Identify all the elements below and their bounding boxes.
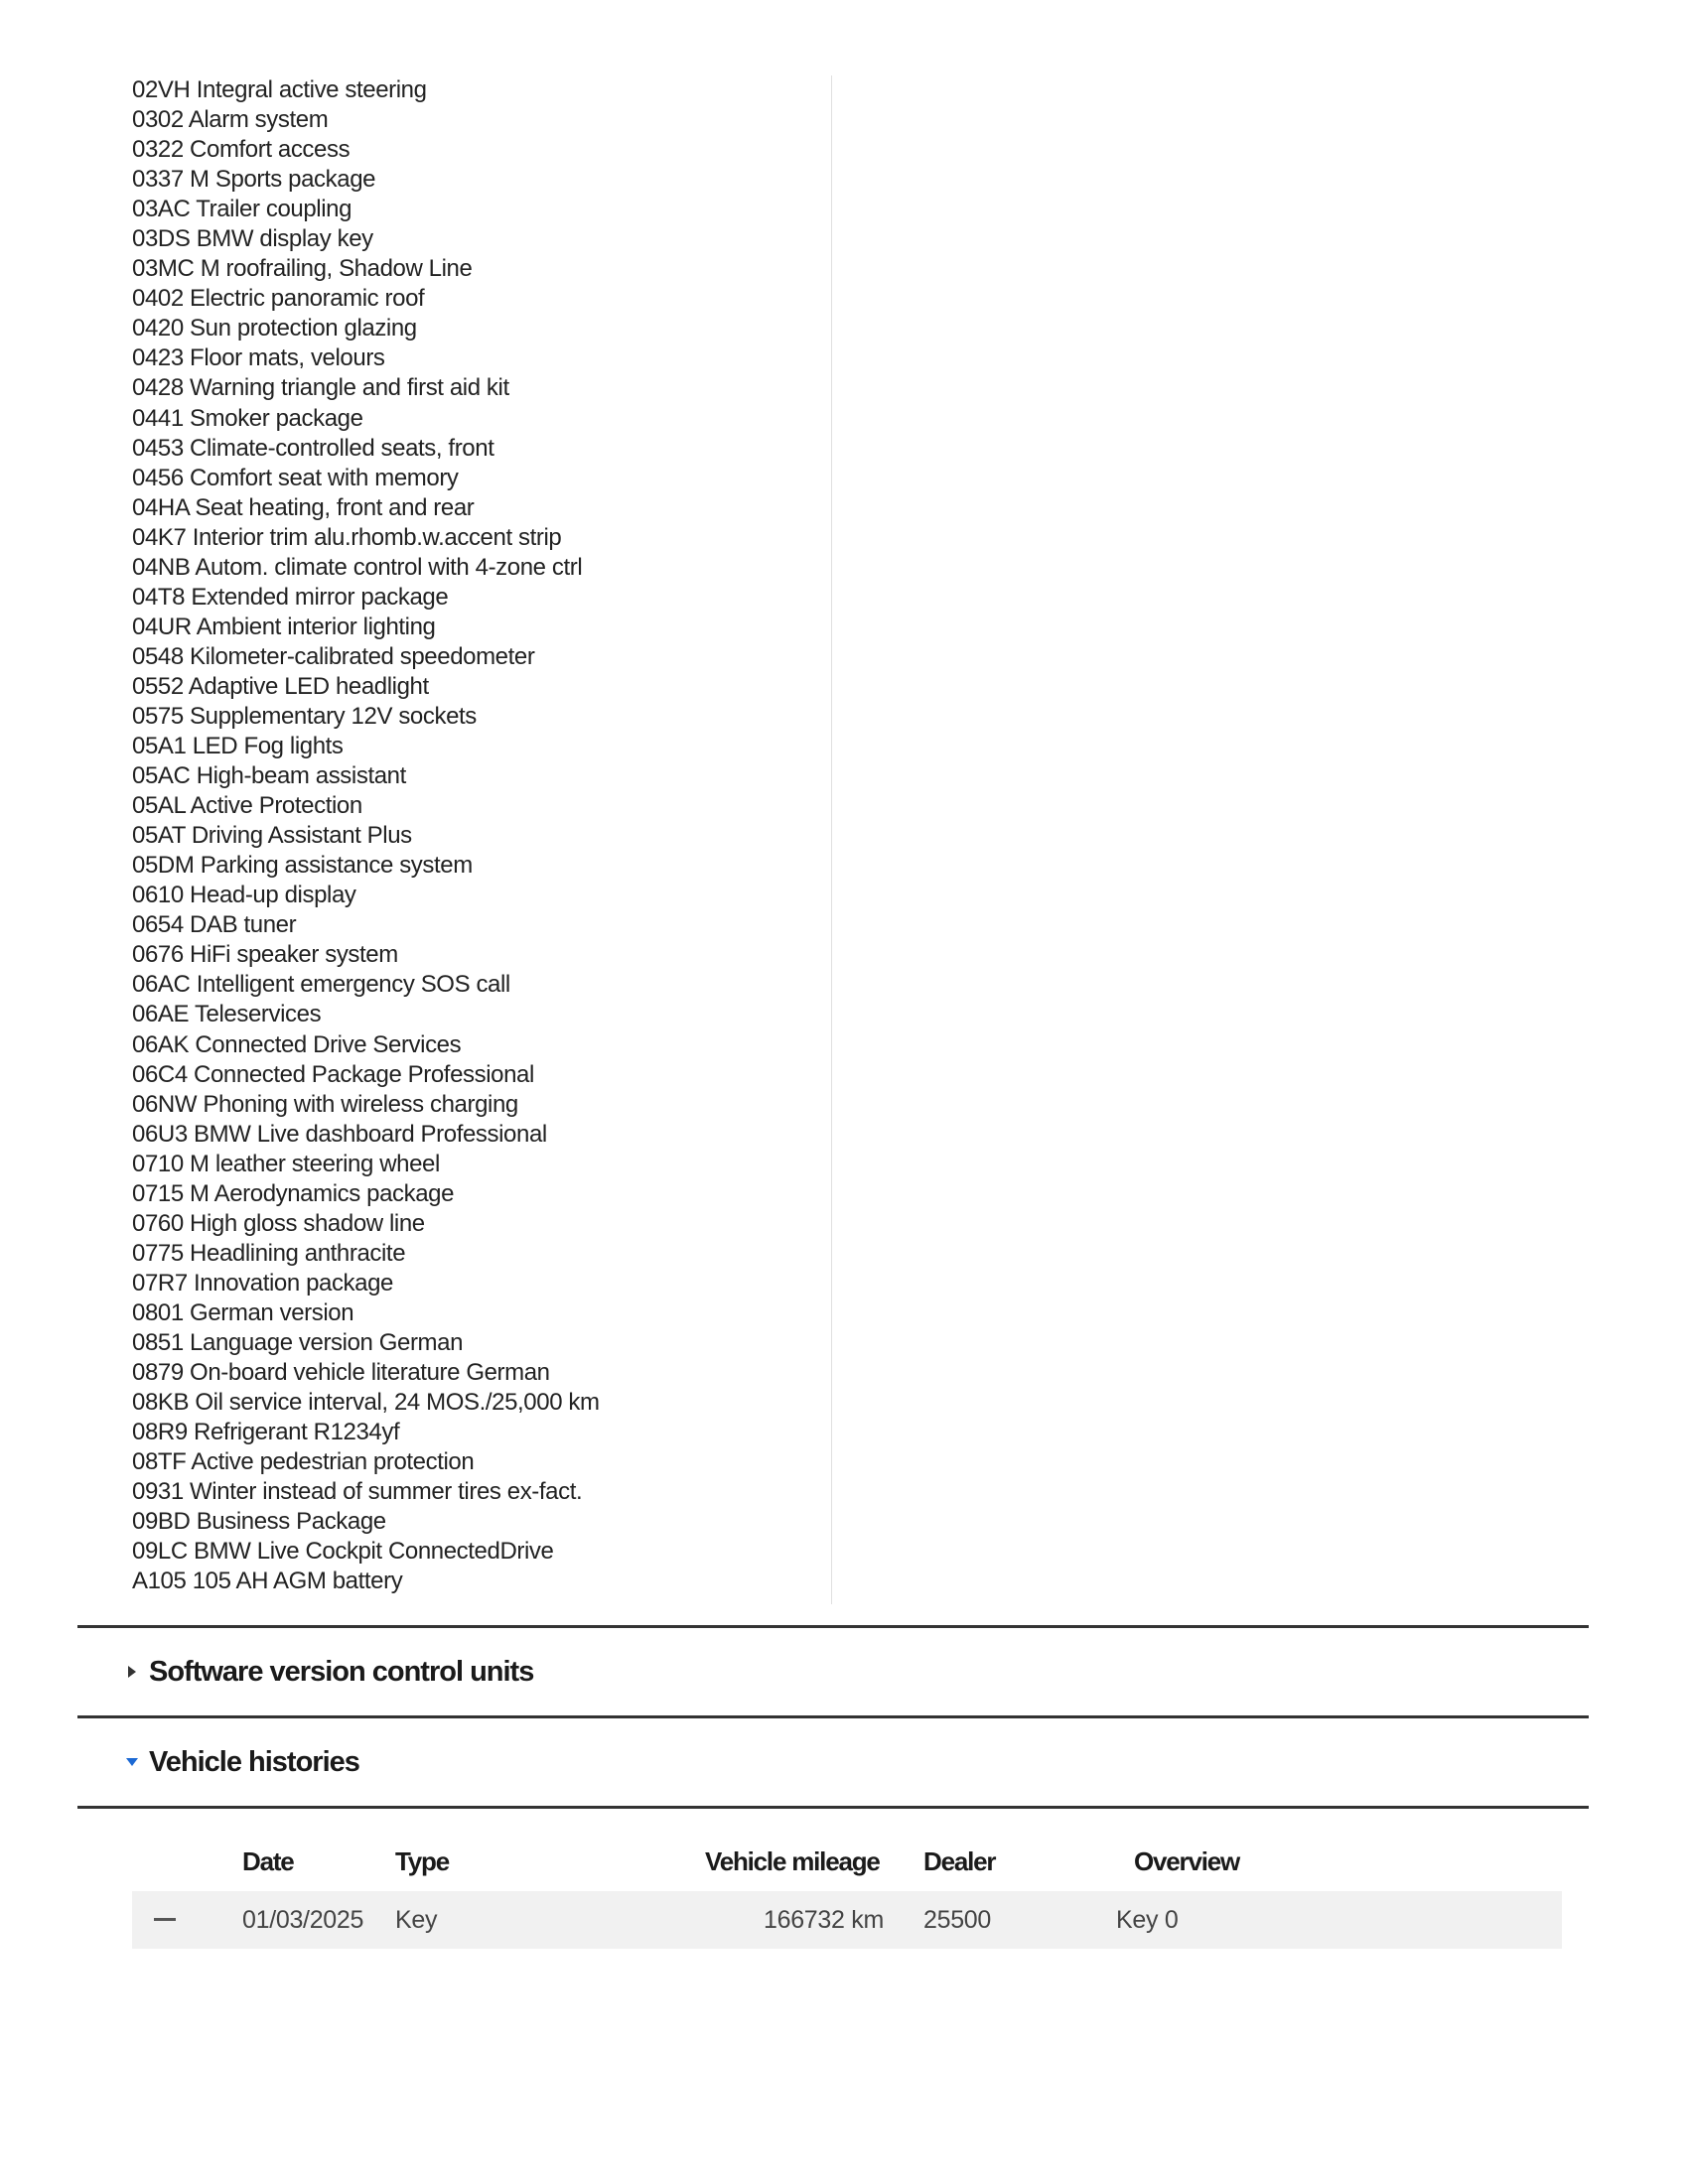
option-item: 0402 Electric panoramic roof xyxy=(132,285,425,313)
option-item: 0428 Warning triangle and first aid kit xyxy=(132,374,509,402)
option-item: 08R9 Refrigerant R1234yf xyxy=(132,1419,400,1446)
option-item: 0760 High gloss shadow line xyxy=(132,1209,425,1237)
option-item: 0548 Kilometer-calibrated speedometer xyxy=(132,642,535,670)
option-item: 0715 M Aerodynamics package xyxy=(132,1179,455,1207)
option-item: 0575 Supplementary 12V sockets xyxy=(132,702,477,730)
option-item: 09BD Business Package xyxy=(132,1508,386,1536)
vehicle-options-list xyxy=(132,75,831,1596)
option-item: 0676 HiFi speaker system xyxy=(132,941,398,969)
section-divider xyxy=(77,1806,1589,1809)
minus-icon[interactable] xyxy=(154,1918,176,1921)
option-item: 0456 Comfort seat with memory xyxy=(132,464,459,491)
option-item: 06NW Phoning with wireless charging xyxy=(132,1090,518,1118)
option-item: 06AC Intelligent emergency SOS call xyxy=(132,971,510,999)
cell-dealer: 25500 xyxy=(923,1906,992,1934)
column-header-date: Date xyxy=(242,1846,294,1876)
option-item: 06AE Teleservices xyxy=(132,1001,322,1028)
option-item: 0610 Head-up display xyxy=(132,882,356,909)
column-header-dealer: Dealer xyxy=(923,1846,996,1876)
option-item: 0775 Headlining anthracite xyxy=(132,1239,406,1267)
option-item: 06AK Connected Drive Services xyxy=(132,1030,462,1058)
option-item: 0931 Winter instead of summer tires ex-fact. xyxy=(132,1478,583,1506)
option-item: 0322 Comfort access xyxy=(132,136,351,164)
option-item: 0851 Language version German xyxy=(132,1328,464,1356)
histories-section-header[interactable] xyxy=(77,1718,1589,1806)
option-item: 02VH Integral active steering xyxy=(132,76,427,103)
option-item: 08KB Oil service interval, 24 MOS./25,000 km xyxy=(132,1389,600,1417)
option-item: 0453 Climate-controlled seats, front xyxy=(132,434,494,462)
option-item: 0879 On-board vehicle literature German xyxy=(132,1359,550,1387)
option-item: 03AC Trailer coupling xyxy=(132,196,352,223)
chevron-down-icon xyxy=(117,1747,147,1777)
option-item: 07R7 Innovation package xyxy=(132,1269,394,1297)
option-item: 05DM Parking assistance system xyxy=(132,852,473,880)
option-item: 03DS BMW display key xyxy=(132,225,373,253)
option-item: 0420 Sun protection glazing xyxy=(132,315,417,342)
cell-mileage: 166732 km xyxy=(764,1906,884,1934)
cell-overview: Key 0 xyxy=(1116,1906,1179,1934)
option-item: 05AT Driving Assistant Plus xyxy=(132,822,412,850)
option-item: 0337 M Sports package xyxy=(132,166,376,194)
option-item: 06U3 BMW Live dashboard Professional xyxy=(132,1120,547,1148)
option-item: 0801 German version xyxy=(132,1298,354,1326)
column-header-overview: Overview xyxy=(1134,1846,1240,1876)
option-item: 04T8 Extended mirror package xyxy=(132,583,449,611)
column-header-type: Type xyxy=(395,1846,449,1876)
option-item: 0552 Adaptive LED headlight xyxy=(132,672,429,700)
option-item: 04NB Autom. climate control with 4-zone ctrl xyxy=(132,553,583,581)
option-item: 06C4 Connected Package Professional xyxy=(132,1060,534,1088)
option-item: 0423 Floor mats, velours xyxy=(132,344,385,372)
option-item: 05A1 LED Fog lights xyxy=(132,733,344,760)
option-item: 05AC High-beam assistant xyxy=(132,762,406,790)
option-item: 04UR Ambient interior lighting xyxy=(132,613,436,640)
histories-section-title: Vehicle histories xyxy=(149,1745,359,1778)
option-item: 0654 DAB tuner xyxy=(132,911,297,939)
chevron-right-icon xyxy=(117,1657,147,1687)
option-item: 0302 Alarm system xyxy=(132,106,329,134)
software-section-header[interactable] xyxy=(77,1628,1589,1715)
column-header-mileage: Vehicle mileage xyxy=(705,1846,880,1876)
option-item: 09LC BMW Live Cockpit ConnectedDrive xyxy=(132,1538,554,1566)
option-item: 08TF Active pedestrian protection xyxy=(132,1448,475,1476)
cell-date: 01/03/2025 xyxy=(242,1906,364,1934)
option-item: 05AL Active Protection xyxy=(132,792,362,820)
option-item: 04HA Seat heating, front and rear xyxy=(132,493,475,521)
option-item: 04K7 Interior trim alu.rhomb.w.accent strip xyxy=(132,523,562,551)
software-section-title: Software version control units xyxy=(149,1655,534,1688)
cell-type: Key xyxy=(395,1906,438,1934)
option-item: 0710 M leather steering wheel xyxy=(132,1150,440,1177)
option-item: 0441 Smoker package xyxy=(132,404,363,432)
option-item: A105 105 AH AGM battery xyxy=(132,1568,403,1595)
option-item: 03MC M roofrailing, Shadow Line xyxy=(132,255,473,283)
table-row[interactable] xyxy=(132,1891,1562,1949)
vehicle-options-panel xyxy=(132,75,832,1604)
